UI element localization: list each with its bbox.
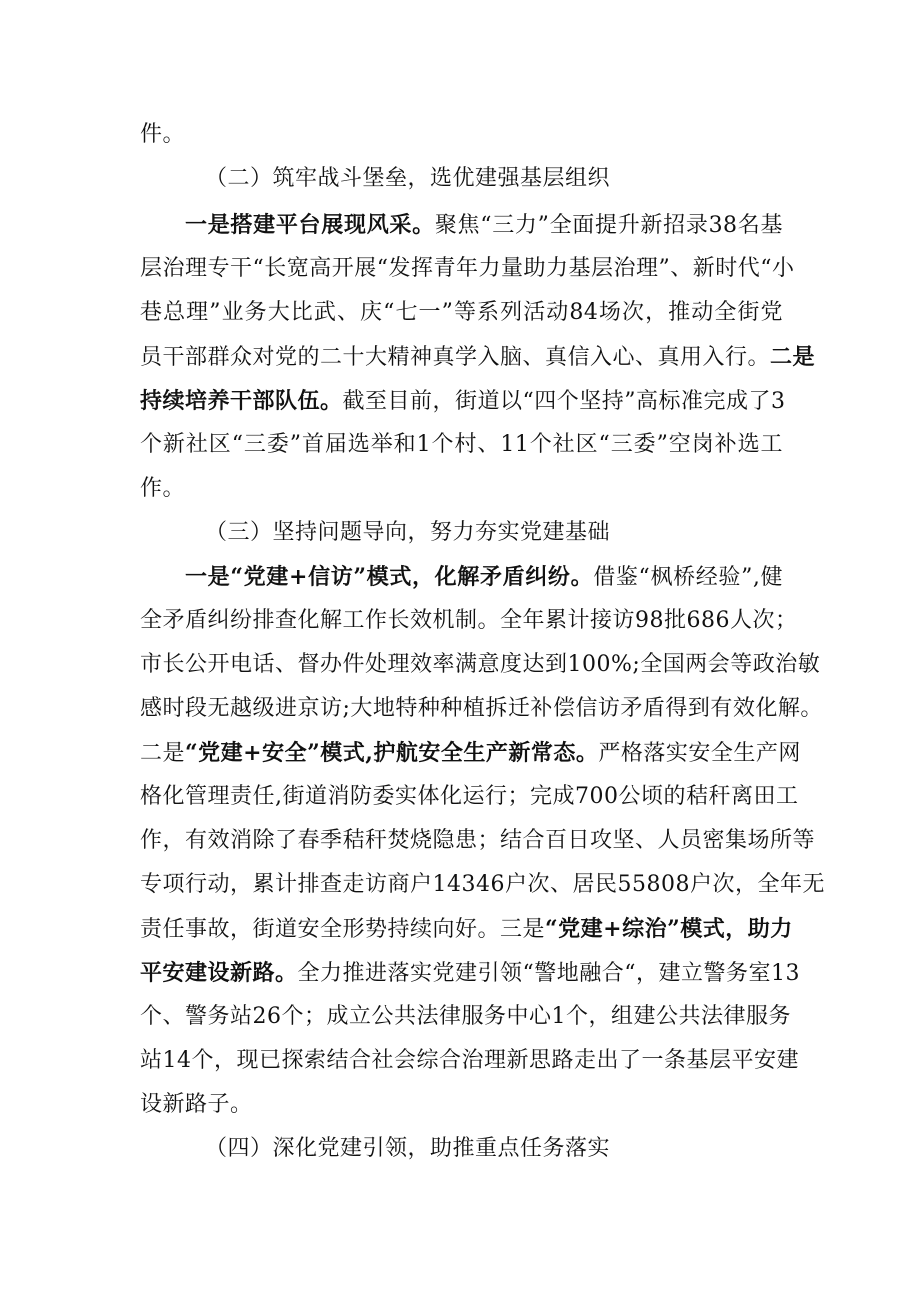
text: 件。: [140, 122, 186, 147]
text: 聚焦“三力”全面提升新招录38名基: [434, 213, 783, 238]
bold-lead: “党建+安全”模式,护航安全生产新常态。: [185, 740, 599, 766]
text: 作，有效消除了春季秸秆焚烧隐患；结合百日攻坚、人员密集场所等: [140, 828, 816, 853]
paragraph-line: [140, 650, 821, 680]
heading-text: （三）坚持问题导向，努力夯实党建基础: [205, 520, 611, 545]
bold-lead: 持续培养干部队伍。: [140, 388, 343, 414]
paragraph-line: [140, 474, 185, 504]
text: 专项行动，累计排查走访商户14346户次、居民55808户次，全年无: [140, 872, 825, 897]
bold-lead: 一是搭建平台展现风采。: [185, 212, 435, 238]
text: 个、警务站26个；成立公共法律服务中心1个，组建公共法律服务: [140, 1004, 791, 1029]
text: 截至目前，街道以“四个坚持”高标准完成了3: [342, 389, 786, 414]
text: 感时段无越级进京访;大地特种种植拆迁补偿信访矛盾得到有效化解。: [140, 696, 823, 721]
bold-lead: 一是“党建+信访”模式，化解矛盾纠纷。: [185, 564, 594, 590]
text: 责任事故，街道安全形势持续向好。三是: [140, 917, 546, 942]
text: 层治理专干“长宽高开展“发挥青年力量助力基层治理”、新时代“小: [140, 256, 795, 281]
paragraph-line: [140, 386, 786, 417]
paragraph-line: [140, 254, 795, 284]
paragraph-line: [140, 606, 798, 636]
paragraph-line: [140, 694, 823, 724]
section-heading-4: [205, 1134, 610, 1164]
text: 借鉴“枫桥经验”,健: [593, 565, 783, 590]
paragraph-line: [185, 210, 783, 241]
text: 格化管理责任,街道消防委实体化运行；完成700公顷的秸秆离田工: [140, 784, 799, 809]
heading-text: （四）深化党建引领，助推重点任务落实: [205, 1136, 611, 1161]
text: 全矛盾纠纷排查化解工作长效机制。全年累计接访98批686人次；: [140, 608, 798, 633]
text: 作。: [140, 476, 186, 501]
paragraph-line: [140, 120, 185, 150]
text: 巷总理”业务大比武、庆“七一”等系列活动84场次，推动全街党: [140, 300, 783, 325]
paragraph-line: [140, 1090, 253, 1120]
paragraph-line: [140, 1002, 791, 1032]
paragraph-line: [140, 298, 783, 328]
paragraph-line: [185, 562, 783, 593]
paragraph-line: [140, 782, 799, 812]
paragraph-line: [140, 958, 801, 989]
section-heading-3: [205, 518, 610, 548]
paragraph-line: [140, 1046, 799, 1076]
text: 严格落实安全生产网: [598, 741, 801, 766]
text: 个新社区“三委”首届选举和1个村、11个社区“三委”空岗补选工: [140, 432, 783, 457]
paragraph-line: [140, 738, 801, 769]
paragraph-line: [140, 342, 816, 373]
text: 员干部群众对党的二十大精神真学入脑、真信入心、真用入行。: [140, 345, 771, 370]
text: 二是: [140, 741, 186, 766]
paragraph-line: [140, 870, 825, 900]
bold-lead: “党建+综治”模式，助力: [545, 916, 793, 942]
paragraph-line: [140, 914, 793, 945]
text: 市长公开电话、督办件处理效率满意度达到100%;全国两会等政治敏: [140, 652, 821, 677]
paragraph-line: [140, 430, 783, 460]
paragraph-line: [140, 826, 816, 856]
text: 站14个，现已探索结合社会综合治理新思路走出了一条基层平安建: [140, 1048, 799, 1073]
section-heading-2: [205, 164, 610, 194]
text: 全力推进落实党建引领“警地融合“，建立警务室13: [297, 961, 801, 986]
text: 设新路子。: [140, 1092, 253, 1117]
heading-text: （二）筑牢战斗堡垒，选优建强基层组织: [205, 166, 611, 191]
bold-lead: 平安建设新路。: [140, 960, 298, 986]
bold-lead: 二是: [770, 344, 816, 370]
